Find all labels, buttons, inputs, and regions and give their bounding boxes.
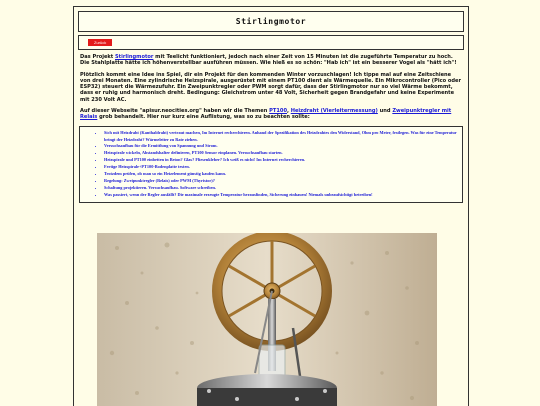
intro-paragraph-1 [80, 54, 462, 67]
intro-paragraph-3 [80, 108, 462, 121]
stirling-engine-photo [97, 233, 437, 406]
todo-item: • Sich mit Heizdraht (Kanthaldraht) vertraut machen, Im Internet recherchieren. Anhand der Spezifikation des Heizdrahtes den Widerstand, Ohm pro Meter, festlegen. Was für eine Temperatur bringt der Heizdraht? Wärmeleiter zu Rate ziehen. [104, 130, 459, 144]
todo-item: • Heizspirale wickeln, Abstandshalter definieren, PT100 Sensor einplanen. Versuchsaufbau starten. [104, 150, 459, 157]
todo-item: • Heizspirale und PT100 einbetten in Beton? Glas? Fliesenkleber? Ich weiß es nicht! Im Internet recherchieren. [104, 157, 459, 164]
pt100-link[interactable]: PT100 [269, 108, 287, 115]
todo-item: • Schaltung projektieren. Versuchsaufbau. Software schreiben. [104, 185, 459, 192]
intro-p1-prefix: Das Projekt [80, 54, 116, 60]
intro-text [80, 54, 462, 121]
todo-item: • Versuchsaufbau für die Ermittlung von Spannung und Strom. [104, 143, 459, 150]
stirlingmotor-link[interactable]: Stirlingmotor [115, 54, 154, 60]
intro-p3-sep2: und [377, 108, 393, 115]
intro-p3-sep1: , [287, 108, 291, 115]
title-box [78, 11, 464, 32]
heizdraht-link[interactable]: Heizdraht (Vierleitermessung) [290, 108, 378, 115]
nav-box [78, 35, 464, 50]
todo-item: • Fertige Heizspirale+PT100-Bodenplatte testen. [104, 164, 459, 171]
intro-p3-suffix: grob behandelt. Hier nur kurz eine Auflistung, was so zu beachten sollte: [97, 114, 310, 121]
page-title: Stirlingmotor [235, 17, 307, 26]
todo-list [80, 130, 459, 199]
intro-paragraph-2: Plötzlich kommt eine Idee ins Spiel, dir ein Projekt für den kommenden Winter vorzuschlagen! Ich tippe mal auf eine Zeitschiene von drei Monaten. Eine zylindrische Heizspirale, ausgerüstet mit einem PT100 dient als Wärmequelle. Ein Mikrocontroller (Pico oder ESP32) steuert die Wärmezufuhr. Ein Zweipunktregler oder PWM sorgt dafür, dass der Stirlingmotor nur so viel Wärme bekommt, dass er ruhig und harmonisch dreht. Bedingung: Gleichstrom unter 48 Volt, Sicherheit gegen Brandgefahr und keine Experimente mit 230 Volt AC. [80, 71, 461, 103]
zweipunktregler-link[interactable]: Zweipunktregler mit Relais [80, 108, 452, 121]
content-panel [73, 6, 469, 406]
back-button[interactable]: Zurück [88, 39, 112, 46]
todo-box [79, 126, 463, 203]
todo-item: • Trotzdem prüfen, ob man so ein Heizelement günstig kaufen kann. [104, 171, 459, 178]
intro-p1-suffix: mit Teelicht funktioniert, jedoch nach einer Zeit von 15 Minuten ist die zugeführte Temperatur zu hoch. Die Stahlplatte hätte ich höhenverstellbar ausführen müssen. Wie hieß es so schön: "Hab ich" ist ein besserer Vogel als "hätt ich"! [80, 54, 457, 67]
intro-p3-prefix: Auf dieser Webseite "apisur.neocities.org" haben wir die Themen [80, 108, 270, 115]
todo-item: • Regelung: Zweipunktregler (Relais) oder PWM (Thyristor)? [104, 178, 459, 185]
todo-item: • Was passiert, wenn der Regler ausfällt? Die maximale erzeugte Temperatur herausfinden, Sicherung einbauen! Niemals unbeaufsichtigt betreiben! [104, 192, 459, 199]
